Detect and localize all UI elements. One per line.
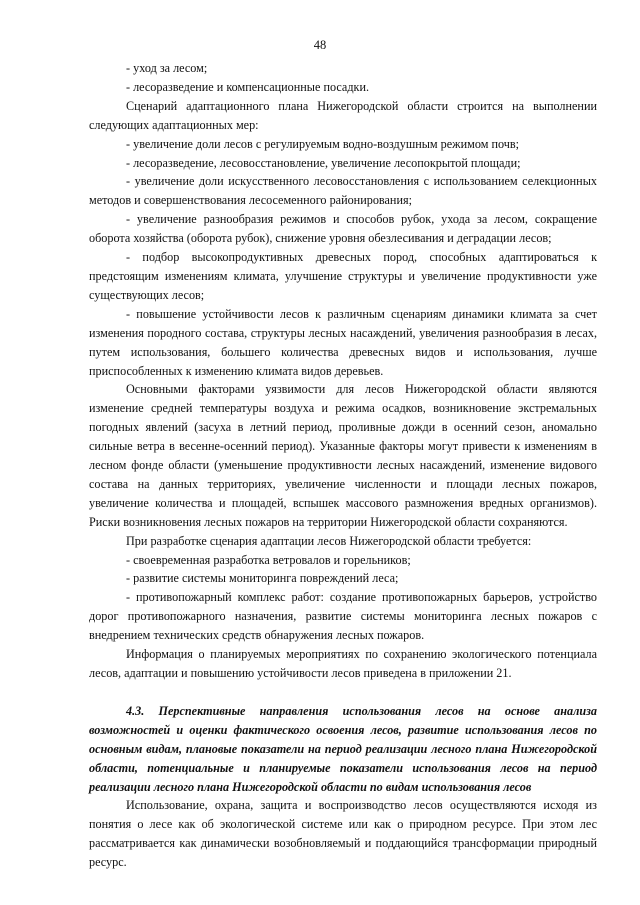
paragraph: - лесоразведение, лесовосстановление, увеличение лесопокрытой площади;: [126, 155, 521, 170]
paragraph: Информация о планируемых мероприятиях по сохранению экологического потенциала лесов, адаптации и повышению устойчивости лесов приведена в приложении 21.: [89, 647, 597, 680]
paragraph: - увеличение доли лесов с регулируемым водно-воздушным режимом почв;: [126, 136, 520, 151]
paragraph: Основными факторами уязвимости для лесов Нижегородской области являются изменение средней температуры воздуха и режима осадков, возникновение экстремальных погодных явлений (засуха в летний период, проливные дожди в осенний сезон, аномально сильные ветра в весенне-осенний период). Указанные факторы могут привести к изменениям в лесном фонде области (уменьшение продуктивности лесных насаждений, изменение видового состава на данных территориях, увеличение численности и площади лесных пожаров, увеличение количества и площадей, вспышек массового размножения вредных организмов). Риски возникновения лесных пожаров на территории Нижегородской области сохраняются.: [89, 382, 597, 529]
section-heading: 4.3. Перспективные направления использования лесов на основе анализа возможностей и оценки фактического освоения лесов, развитие использования лесов по основным видам, плановые показатели на период реализации лесного плана Нижегородской области, потенциальные и планируемые показатели использования лесов на период реализации лесного плана Нижегородской области по видам использования лесов: [89, 703, 597, 794]
paragraph: При разработке сценария адаптации лесов Нижегородской области требуется:: [126, 533, 532, 548]
document-body: [89, 59, 597, 872]
paragraph: - увеличение доли искусственного лесовосстановления с использованием селекционных методов и совершенствования лесосеменного районирования;: [89, 174, 597, 208]
page-number: 48: [313, 38, 327, 52]
paragraph: - противопожарный комплекс работ: создание противопожарных барьеров, устройство дорог противопожарного назначения, развитие системы мониторинга лесных пожаров с внедрением технических средств обнаружения лесных пожаров.: [89, 590, 597, 643]
paragraph: - повышение устойчивости лесов к различным сценариям динамики климата за счет изменения породного состава, структуры лесных насаждений, увеличения разнообразия в лесах, путем использования, большего количества древесных видов и использования, лучше приспособленных к изменению климата видов деревьев.: [89, 306, 597, 378]
paragraph: - уход за лесом;: [126, 61, 208, 75]
paragraph: - лесоразведение и компенсационные посадки.: [126, 79, 370, 94]
closing-paragraph: Использование, охрана, защита и воспроизводство лесов осуществляются исходя из понятия о лесе как об экологической системе или как о природном ресурсе. При этом лес рассматривается как динамически возобновляемый и поддающийся трансформации природный ресурс.: [89, 798, 597, 870]
paragraph: - развитие системы мониторинга повреждений леса;: [126, 571, 399, 586]
paragraph: - своевременная разработка ветровалов и горельников;: [126, 552, 411, 567]
paragraph: - подбор высокопродуктивных древесных пород, способных адаптироваться к предстоящим изменениям климата, улучшение структуры и увеличение продуктивности уже существующих лесов;: [89, 250, 597, 302]
paragraph: Сценарий адаптационного плана Нижегородской области строится на выполнении следующих адаптационных мер:: [89, 98, 597, 132]
paragraph: - увеличение разнообразия режимов и способов рубок, ухода за лесом, сокращение оборота хозяйства (оборота рубок), снижение уровня обезлесивания и деградации лесов;: [89, 212, 597, 246]
